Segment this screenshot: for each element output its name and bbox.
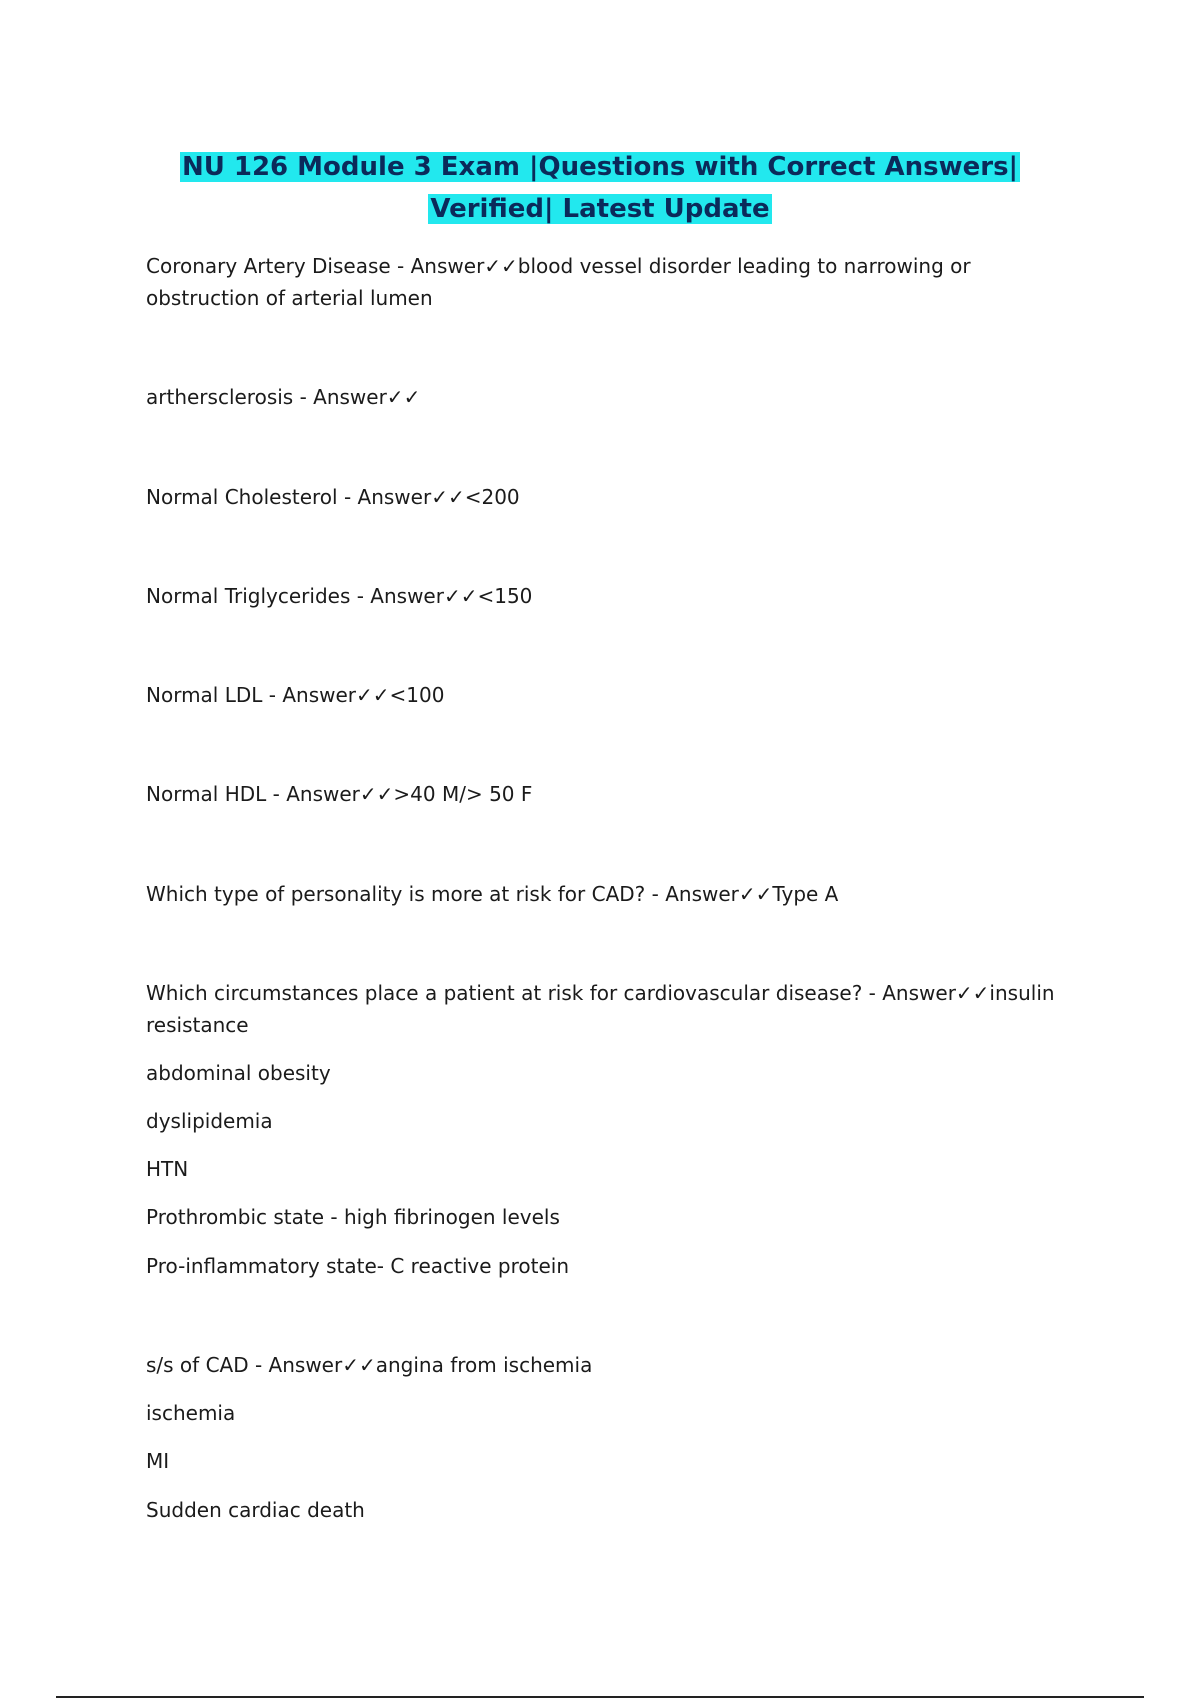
title-line-1: NU 126 Module 3 Exam |Questions with Correct Answers| [181,152,1019,182]
entry-cvd-circumstances-cont: resistance [146,1013,249,1037]
entry-arthersclerosis: arthersclerosis - Answer✓✓ [146,385,421,409]
entry-personality-risk: Which type of personality is more at risk for CAD? - Answer✓✓Type A [146,882,839,906]
entry-ss-of-cad: s/s of CAD - Answer✓✓angina from ischemia [146,1353,593,1377]
list-item: Pro-inflammatory state- C reactive protein [146,1254,570,1278]
list-item: HTN [146,1157,189,1181]
entry-normal-cholesterol: Normal Cholesterol - Answer✓✓<200 [146,485,520,509]
entry-coronary-artery-disease-cont: obstruction of arterial lumen [146,286,433,310]
entry-cvd-circumstances: Which circumstances place a patient at risk for cardiovascular disease? - Answer✓✓insulin [146,981,1055,1005]
footer-divider [56,1696,1144,1698]
entry-normal-triglycerides: Normal Triglycerides - Answer✓✓<150 [146,584,533,608]
entry-coronary-artery-disease: Coronary Artery Disease - Answer✓✓blood vessel disorder leading to narrowing or [146,254,971,278]
list-item: ischemia [146,1401,236,1425]
title-line-2: Verified| Latest Update [430,194,770,224]
page-title [0,146,1200,230]
list-item: abdominal obesity [146,1061,331,1085]
list-item: Sudden cardiac death [146,1498,365,1522]
entry-normal-hdl: Normal HDL - Answer✓✓>40 M/> 50 F [146,782,533,806]
list-item: Prothrombic state - high fibrinogen levels [146,1205,560,1229]
entry-normal-ldl: Normal LDL - Answer✓✓<100 [146,683,445,707]
list-item: MI [146,1449,170,1473]
list-item: dyslipidemia [146,1109,273,1133]
